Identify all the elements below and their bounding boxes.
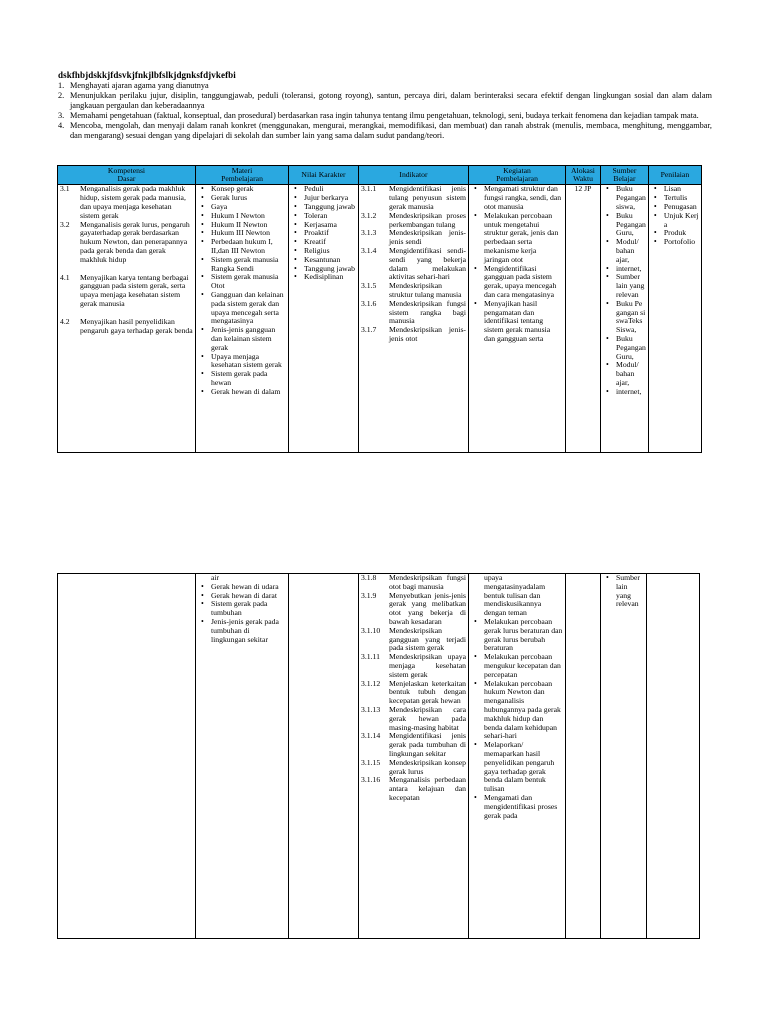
- list-item: • Jenis-jenis gerak pada tumbuhan di lingkungan sekitar: [211, 618, 286, 644]
- header-kegiatan: Kegiatan Pembelajaran: [469, 166, 566, 185]
- list-item: • Kedisiplinan: [304, 273, 356, 282]
- list-item: • Mengidentifikasi gangguan pada sistem gerak, upaya mencegah dan cara mengatasinya: [484, 265, 563, 300]
- list-item: • Perbedaan hukum I, II,dan III Newton: [211, 238, 286, 256]
- list-item: • Sistem gerak pada tumbuhan: [211, 600, 286, 618]
- nilai-karakter-cell: [289, 574, 359, 939]
- kegiatan-continuation: upaya mengatasinyadalam bentuk tulisan dan mendiskusikannya dengan teman: [484, 573, 546, 618]
- document-title: dskfhbjdskkjfdsvkjfnkjlbfslkjdgnksfdjvkefbi: [58, 70, 236, 80]
- list-item: • Sistem gerak manusia Otot: [211, 273, 286, 291]
- indikator-cell: [359, 185, 469, 453]
- list-item: • internet,: [616, 388, 646, 397]
- header-alokasi: Alokasi Waktu: [566, 166, 601, 185]
- header-materi: Materi Pembelajaran: [196, 166, 289, 185]
- list-item: • Jenis-jenis gangguan dan kelainan sistem gerak: [211, 326, 286, 352]
- kd-item: 3.1 Menganalisis gerak pada makhluk hidup, sistem gerak pada manusia, dan upaya menjaga kesehatan sistem gerak: [60, 184, 186, 220]
- list-item: • Portofolio: [664, 238, 699, 247]
- materi-cell: [196, 185, 289, 453]
- list-item: • Jujur berkarya: [304, 194, 356, 203]
- indikator-item: 3.1.2 Mendeskripsikan proses perkembangan tulang: [361, 210, 466, 229]
- list-item: • Gerak lurus: [211, 194, 286, 203]
- kd-item: 4.1 Menyajikan karya tentang berbagai gangguan pada sistem gerak, serta upaya menjaga kesehatan sistem gerak manusia: [60, 272, 189, 308]
- list-item: • Penugasan: [664, 203, 699, 212]
- list-item: • Sistem gerak manusia Rangka Sendi: [211, 256, 286, 274]
- header-sumber: Sumber Belajar: [601, 166, 649, 185]
- list-item: • Melakukan percobaan hukum Newton dan menganalisis hubungannya pada gerak makhluk hidup dan benda dalam kehidupan sehari-hari: [484, 680, 563, 742]
- list-item: • Mengamati dan mengidentifikasi proses gerak pada: [484, 794, 563, 820]
- kompetensi-inti-item: 3. Memahami pengetahuan (faktual, konseptual, dan prosedural) berdasarkan rasa ingin tahunya tentang ilmu pengetahuan, teknologi, seni, budaya terkait fenomena dan kejadian tampak mata.: [58, 111, 699, 120]
- indikator-item: 3.1.11 Mendeskripsikan upaya menjaga kesehatan sistem gerak: [361, 652, 466, 679]
- list-item: • internet,: [616, 265, 646, 274]
- list-item: • Melakukan percobaan untuk mengetahui struktur gerak, jenis dan perbedaan serta mekanisme kerja jaringan otot: [484, 212, 563, 265]
- sumber-cell: [601, 574, 647, 939]
- kd-item: 3.2 Menganalisis gerak lurus, pengaruh gayaterhadap gerak berdasarkan hukum Newton, dan penerapannya pada gerak benda dan gerak makhluk hidup: [60, 219, 190, 264]
- list-item: • Menyajikan hasil pengamatan dan identifikasi tentang sistem gerak manusia dan gangguan serta: [484, 300, 563, 344]
- list-item: • Sumber lain yang relevan: [616, 273, 646, 299]
- indikator-cell: [359, 574, 469, 939]
- list-item: • Tanggung jawab: [304, 203, 356, 212]
- indikator-item: 3.1.4 Mengidentifikasi sendi-sendi yang bekerja dalam melakukan aktivitas sehari-hari: [361, 245, 466, 282]
- indikator-item: 3.1.8 Mendeskripsikan fungsi otot bagi manusia: [361, 573, 466, 591]
- table-header-row: [58, 166, 702, 185]
- list-item: • Gaya: [211, 203, 286, 212]
- list-item: • Lisan: [664, 185, 699, 194]
- list-item: • Upaya menjaga kesehatan sistem gerak: [211, 353, 286, 371]
- indikator-item: 3.1.6 Mendeskripsikan fungsi sistem rangka bagi manusia: [361, 298, 466, 326]
- nilai-karakter-cell: [289, 185, 359, 453]
- list-item: • Gerak hewan di darat: [211, 592, 286, 601]
- indikator-item: 3.1.15 Mendeskripsikan konsep gerak lurus: [361, 757, 466, 776]
- syllabus-table-page-1: [57, 165, 702, 453]
- header-penilaian: Penilaian: [648, 166, 701, 185]
- kompetensi-inti-item: 2. Menunjukkan perilaku jujur, disiplin, tanggungjawab, peduli (toleransi, gotong royong), santun, percaya diri, dalam berinteraksi secara efektif dengan lingkungan sosial dan alam dalam jangkauan pergaulan dan keberadaannya: [58, 91, 712, 110]
- indikator-item: 3.1.1 Mengidentifikasi jenis tulang penyusun sistem gerak manusia: [361, 184, 466, 211]
- kompetensi-inti-list: [58, 81, 712, 141]
- table-row: [58, 574, 700, 939]
- list-item: • Toleran: [304, 212, 356, 221]
- list-item: • Unjuk Kerja: [664, 212, 699, 230]
- list-item: • Hukum III Newton: [211, 229, 286, 238]
- list-item: • Buku Pegangan siswa,: [616, 185, 646, 211]
- penilaian-cell: [647, 574, 700, 939]
- kegiatan-cell: [469, 185, 566, 453]
- kd-item: 4.2 Menyajikan hasil penyelidikan pengaruh gaya terhadap gerak benda: [60, 316, 193, 335]
- header-kompetensi-dasar: Kompetensi Dasar: [58, 166, 196, 185]
- list-item: • Produk: [664, 229, 699, 238]
- indikator-item: 3.1.3 Mendeskripsikan jenis-jenis sendi: [361, 228, 466, 247]
- materi-cell: [196, 574, 289, 939]
- list-item: • Proaktif: [304, 229, 356, 238]
- kompetensi-inti-item: 4. Mencoba, mengolah, dan menyaji dalam ranah konkret (menggunakan, mengurai, merangkai, memodifikasi, dan membuat) dan ranah abstrak (menulis, membaca, menghitung, menggambar, dan mengarang) sesuai dengan yang dipelajari di sekolah dan sumber lain yang sama dalam sudut pandang/teori.: [58, 121, 712, 140]
- list-item: • Melakukan percobaan gerak lurus beraturan dan gerak lurus berubah beraturan: [484, 618, 563, 653]
- list-item: • Melakukan percobaan mengukur kecepatan dan percepatan: [484, 653, 563, 679]
- indikator-item: 3.1.12 Menjelaskan keterkaitan bentuk tubuh dengan kecepatan gerak hewan: [361, 678, 466, 706]
- alokasi-cell: 12 JP: [566, 185, 601, 453]
- header-indikator: Indikator: [359, 166, 469, 185]
- list-item: • Melaporkan/ memaparkan hasil penyelidikan pengaruh gaya terhadap gerak benda dalam bentuk tulisan: [484, 741, 563, 794]
- indikator-item: 3.1.16 Menganalisis perbedaan antara kelajuan dan kecepatan: [361, 775, 466, 802]
- list-item: • Hukum II Newton: [211, 221, 286, 230]
- list-item: • Peduli: [304, 185, 356, 194]
- list-item: • Kerjasama: [304, 221, 356, 230]
- indikator-item: 3.1.14 Mengidentifikasi jenis gerak pada tumbuhan di lingkungan sekitar: [361, 731, 466, 758]
- indikator-item: 3.1.7 Mendeskripsikan jenis-jenis otot: [361, 325, 466, 343]
- alokasi-cell: [566, 574, 601, 939]
- list-item: • Modul/ bahan ajar,: [616, 361, 646, 387]
- table-row: [58, 185, 702, 453]
- list-item: • Konsep gerak: [211, 185, 286, 194]
- indikator-item: 3.1.5 Mendeskripsikan struktur tulang manusia: [361, 281, 462, 299]
- list-item: • Kreatif: [304, 238, 356, 247]
- indikator-item: 3.1.9 Menyebutkan jenis-jenis gerak yang melibatkan otot yang bekerja di bawah kesadaran: [361, 590, 466, 626]
- penilaian-cell: [648, 185, 701, 453]
- list-item: • Gangguan dan kelainan pada sistem gerak dan upaya mencegah serta mengatasinya: [211, 291, 286, 326]
- sumber-cell: [601, 185, 649, 453]
- kompetensi-dasar-cell: [58, 185, 196, 453]
- kompetensi-inti-item: 1. Menghayati ajaran agama yang dianutnya: [58, 81, 209, 90]
- list-item: • Hukum I Newton: [211, 212, 286, 221]
- list-item: • Sumber lain yang relevan: [616, 574, 644, 609]
- list-item: • Sistem gerak pada hewan: [211, 370, 286, 388]
- list-item: • Religius: [304, 247, 356, 256]
- indikator-item: 3.1.13 Mendeskripsikan cara gerak hewan pada masing-masing habitat: [361, 704, 466, 732]
- list-item: • Tanggung jawab: [304, 265, 356, 274]
- indikator-item: 3.1.10 Mendeskripsikan gangguan yang terjadi pada sistem gerak: [361, 625, 466, 653]
- list-item: • Kesantunan: [304, 256, 356, 265]
- list-item: • Mengamati struktur dan fungsi rangka, sendi, dan otot manusia: [484, 185, 563, 211]
- header-nilai-karakter: Nilai Karakter: [289, 166, 359, 185]
- list-item: • Gerak hewan di udara: [211, 583, 286, 592]
- list-item: • Modul/ bahan ajar,: [616, 238, 646, 264]
- list-item: • Gerak hewan di dalam: [211, 388, 286, 397]
- syllabus-table-page-2: [57, 573, 700, 939]
- kompetensi-dasar-cell: [58, 574, 196, 939]
- list-item: • Tertulis: [664, 194, 699, 203]
- list-item: • Buku Pegangan Guru,: [616, 212, 646, 238]
- materi-continuation: air: [211, 573, 220, 582]
- kegiatan-cell: [469, 574, 566, 939]
- list-item: • Buku Pegangan Guru,: [616, 335, 646, 361]
- list-item: • Buku Pegangan siswaTeksSiswa,: [616, 300, 646, 335]
